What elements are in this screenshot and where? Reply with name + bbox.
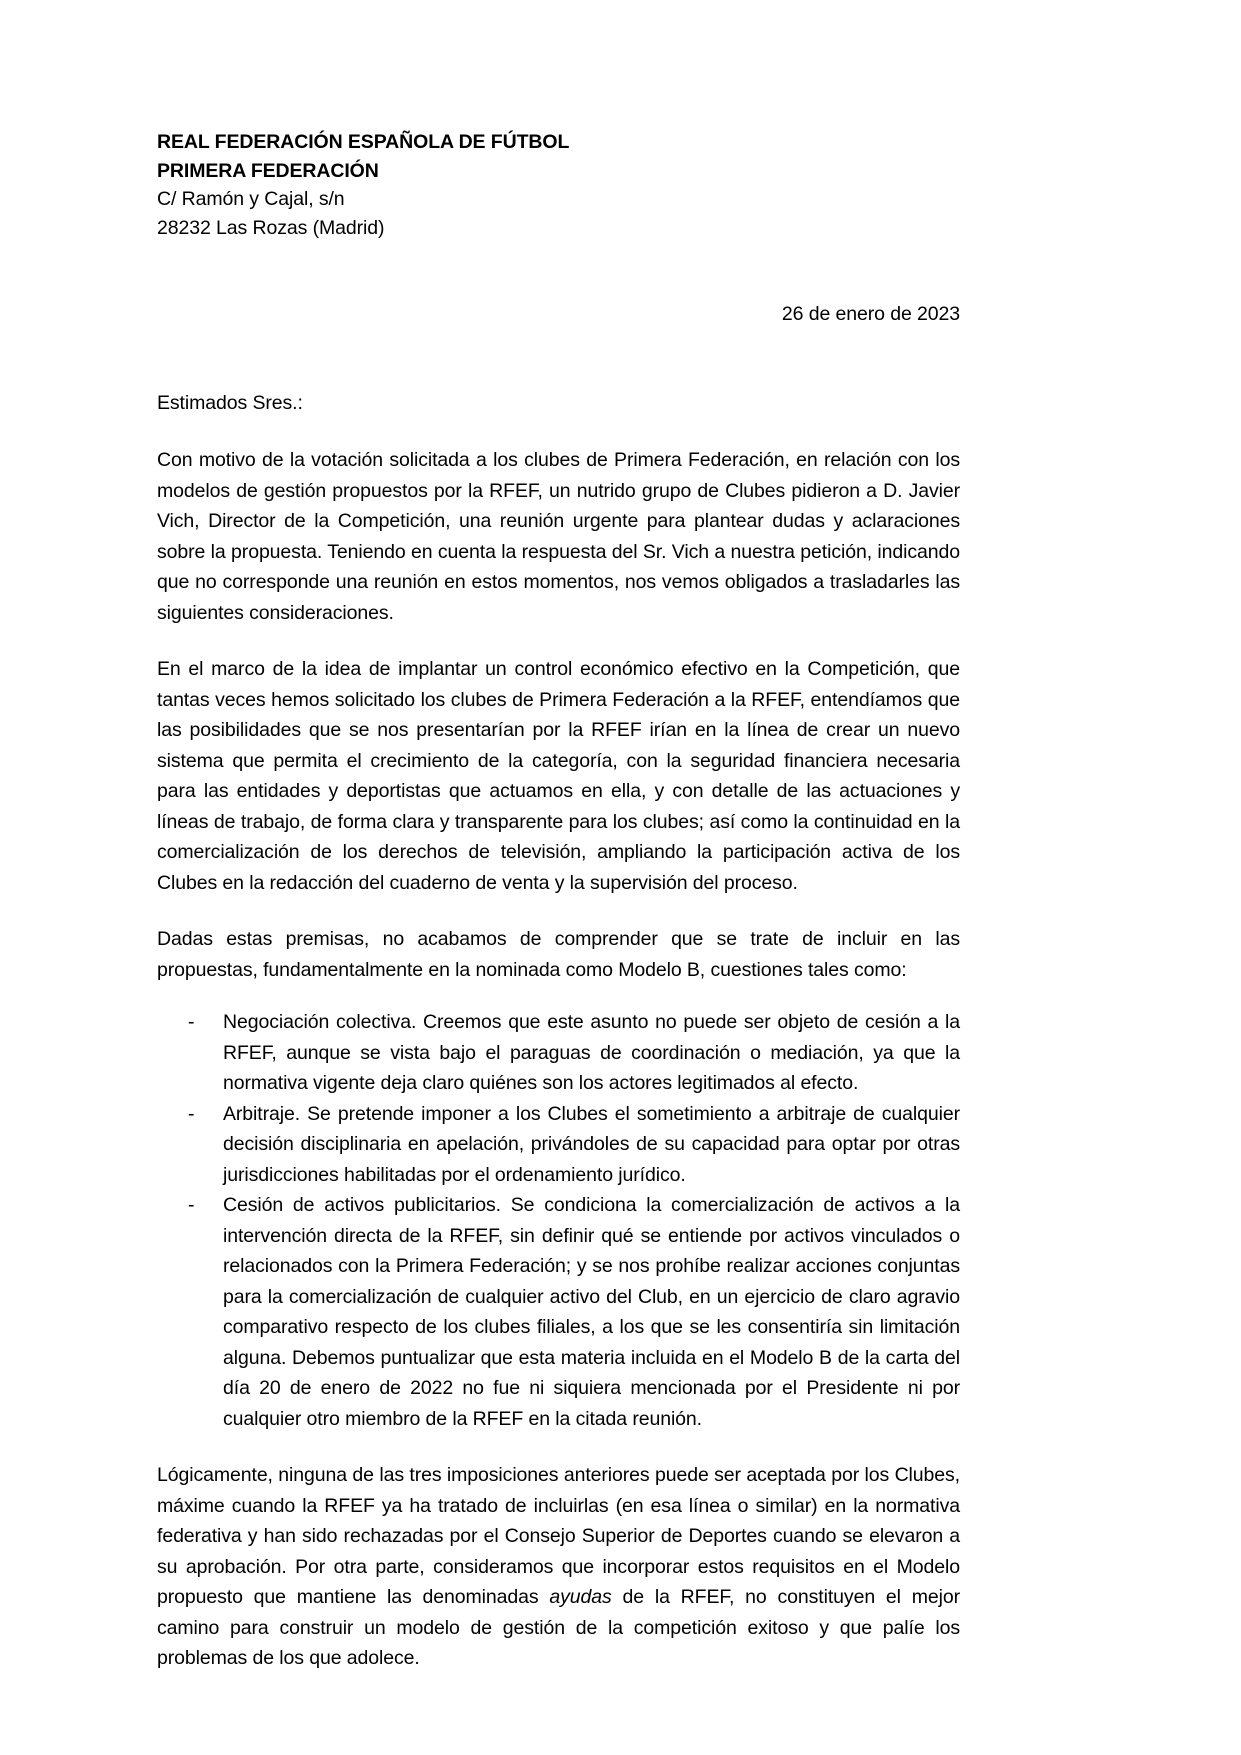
list-marker-icon: - <box>188 1194 195 1216</box>
paragraph-2: En el marco de la idea de implantar un control económico efectivo en la Competición, que tantas veces hemos solicitado los clubes de Primera Federación a la RFEF, entendíamos que las posibilidades que se nos presentarían por la RFEF irían en la línea de crear un nuevo sistema que permita el crecimiento de la categoría, con la seguridad financiera necesaria para las entidades y deportistas que actuamos en ella, y con detalle de las actuaciones y líneas de trabajo, de forma clara y transparente para los clubes; así como la continuidad en la comercialización de los derechos de televisión, ampliando la participación activa de los Clubes en la redacción del cuaderno de venta y la supervisión del proceso. <box>157 658 960 894</box>
list-marker-icon: - <box>188 1102 195 1125</box>
emphasized-term-ayudas: ayudas <box>549 1586 612 1608</box>
list-item-text: Arbitraje. Se pretende imponer a los Clubes el sometimiento a arbitraje de cualquier decisión disciplinaria en apelación, privándoles de su capacidad para optar por otras jurisdicciones habilitadas por el ordenamiento jurídico. <box>223 1102 960 1186</box>
letterhead-street: C/ Ramón y Cajal, s/n <box>157 188 345 210</box>
letterhead-city: 28232 Las Rozas (Madrid) <box>157 216 385 239</box>
list-item <box>157 1190 960 1434</box>
paragraph-3: Dadas estas premisas, no acabamos de comprender que se trate de incluir en las propuestas, fundamentalmente en la nominada como Modelo B, cuestiones tales como: <box>157 928 960 981</box>
document-content <box>157 128 960 1674</box>
considerations-list <box>157 1007 960 1434</box>
paragraph-1: Con motivo de la votación solicitada a los clubes de Primera Federación, en relación con los modelos de gestión propuestos por la RFEF, un nutrido grupo de Clubes pidieron a D. Javier Vich, Director de la Competición, una reunión urgente para plantear dudas y aclaraciones sobre la propuesta. Teniendo en cuenta la respuesta del Sr. Vich a nuestra petición, indicando que no corresponde una reunión en estos momentos, nos vemos obligados a trasladarles las siguientes consideraciones. <box>157 449 960 624</box>
paragraph-4 <box>157 1460 960 1674</box>
salutation: Estimados Sres.: <box>157 391 303 414</box>
list-marker-icon: - <box>188 1011 195 1033</box>
document-date: 26 de enero de 2023 <box>781 303 960 325</box>
letterhead-block <box>157 128 960 242</box>
letterhead-organization: REAL FEDERACIÓN ESPAÑOLA DE FÚTBOL <box>157 131 570 153</box>
paragraph-4-part-2: de la RFEF, no constituyen el mejor camino para construir un modelo de gestión de la competición exitoso y que palíe los problemas de los que adolece. <box>157 1586 960 1669</box>
list-item <box>157 1099 960 1191</box>
list-item-text: Negociación colectiva. Creemos que este asunto no puede ser objeto de cesión a la RFEF, aunque se vista bajo el paraguas de coordinación o mediación, ya que la normativa vigente deja claro quiénes son los actores legitimados al efecto. <box>223 1011 960 1094</box>
list-item <box>157 1007 960 1099</box>
paragraph-4-part-1: Lógicamente, ninguna de las tres imposiciones anteriores puede ser aceptada por los Clubes, máxime cuando la RFEF ya ha tratado de incluirlas (en esa línea o similar) en la normativa federativa y han sido rechazadas por el Consejo Superior de Deportes cuando se elevaron a su aprobación. Por otra parte, consideramos que incorporar estos requisitos en el Modelo propuesto que mantiene las denominadas <box>157 1464 960 1608</box>
letterhead-division: PRIMERA FEDERACIÓN <box>157 159 379 182</box>
list-item-text: Cesión de activos publicitarios. Se condiciona la comercialización de activos a la intervención directa de la RFEF, sin definir qué se entiende por activos vinculados o relacionados con la Primera Federación; y se nos prohíbe realizar acciones conjuntas para la comercialización de cualquier activo del Club, en un ejercicio de claro agravio comparativo respecto de los clubes filiales, a los que se les consentiría sin limitación alguna. Debemos puntualizar que esta materia incluida en el Modelo B de la carta del día 20 de enero de 2022 no fue ni siquiera mencionada por el Presidente ni por cualquier otro miembro de la RFEF en la citada reunión. <box>223 1194 960 1430</box>
